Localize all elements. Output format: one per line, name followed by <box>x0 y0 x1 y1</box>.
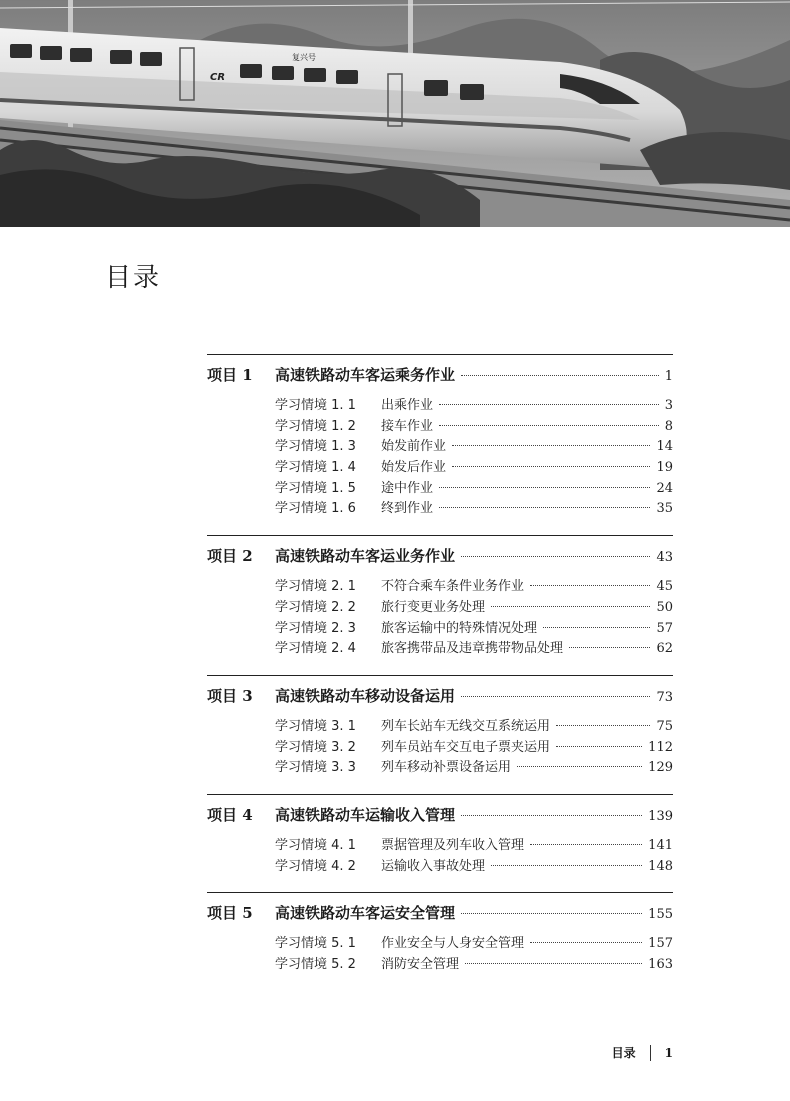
toc-situation-entry[interactable] <box>275 756 673 777</box>
situation-number: 学习情境 2. 2 <box>275 599 356 615</box>
situation-title: 不符合乘车条件业务作业 <box>381 579 525 595</box>
toc-situation-entry[interactable] <box>275 415 673 436</box>
situation-list <box>207 715 673 777</box>
situation-title: 途中作业 <box>381 480 434 496</box>
project-title: 高速铁路动车客运业务作业 <box>275 547 456 566</box>
situation-number: 学习情境 1. 2 <box>275 418 356 434</box>
dot-leader <box>439 425 659 426</box>
toc-situation-entry[interactable] <box>275 715 673 736</box>
project-number: 项目 5 <box>207 904 253 923</box>
situation-number: 学习情境 2. 1 <box>275 579 356 595</box>
situation-title: 票据管理及列车收入管理 <box>381 837 525 853</box>
toc-situation-entry[interactable] <box>275 617 673 638</box>
situation-page: 19 <box>656 460 673 476</box>
project-page: 1 <box>664 369 673 384</box>
toc-project <box>207 354 673 518</box>
toc-situation-entry[interactable] <box>275 575 673 596</box>
dot-leader <box>556 746 642 747</box>
situation-page: 62 <box>656 641 673 657</box>
dot-leader <box>491 606 650 607</box>
situation-number: 学习情境 1. 5 <box>275 480 356 496</box>
situation-title: 列车移动补票设备运用 <box>381 760 512 776</box>
train-photo <box>0 0 790 227</box>
toc-situation-entry[interactable] <box>275 736 673 757</box>
situation-number: 学习情境 3. 3 <box>275 760 356 776</box>
dot-leader <box>517 766 642 767</box>
situation-number: 学习情境 2. 4 <box>275 641 356 657</box>
situation-number: 学习情境 5. 2 <box>275 957 356 972</box>
header-banner-photo <box>0 0 790 227</box>
dot-leader <box>543 627 650 628</box>
toc-project-entry[interactable] <box>207 685 673 711</box>
dot-leader <box>569 647 650 648</box>
project-number: 项目 4 <box>207 805 253 824</box>
project-page: 139 <box>648 808 673 824</box>
dot-leader <box>530 942 642 943</box>
dot-leader <box>461 913 642 914</box>
project-page: 43 <box>656 550 673 566</box>
toc-project <box>207 535 673 658</box>
train-nameplate: 复兴号 <box>292 53 316 62</box>
dot-leader <box>461 815 642 816</box>
situation-page: 148 <box>648 858 673 874</box>
situation-number: 学习情境 4. 1 <box>275 837 356 853</box>
dot-leader <box>530 585 650 586</box>
situation-number: 学习情境 1. 4 <box>275 460 356 476</box>
dot-leader <box>439 507 650 508</box>
toc-project <box>207 675 673 777</box>
dot-leader <box>461 556 650 557</box>
situation-title: 旅客运输中的特殊情况处理 <box>381 620 538 636</box>
situation-list <box>207 575 673 658</box>
situation-page: 50 <box>656 599 673 615</box>
situation-page: 157 <box>648 936 673 952</box>
situation-page: 8 <box>664 418 673 434</box>
situation-page: 45 <box>656 579 673 595</box>
footer-divider <box>650 1045 651 1061</box>
toc-project-entry[interactable] <box>207 902 673 928</box>
situation-page: 35 <box>656 501 673 517</box>
situation-list <box>207 834 673 875</box>
situation-list <box>207 394 673 518</box>
page-footer <box>612 1044 673 1061</box>
train-logo: CR <box>210 72 226 83</box>
situation-title: 始发前作业 <box>381 439 447 455</box>
situation-page: 75 <box>656 718 673 734</box>
project-number: 项目 1 <box>207 366 253 384</box>
situation-number: 学习情境 5. 1 <box>275 936 356 952</box>
situation-title: 旅行变更业务处理 <box>381 599 486 615</box>
situation-list <box>207 932 673 973</box>
toc-situation-entry[interactable] <box>275 855 673 876</box>
dot-leader <box>530 844 642 845</box>
page-number: 1 <box>664 1045 673 1060</box>
project-page: 155 <box>648 907 673 923</box>
page-title: 目录 <box>105 263 162 293</box>
situation-page: 14 <box>656 439 673 455</box>
toc-project <box>207 794 673 875</box>
situation-number: 学习情境 1. 1 <box>275 398 356 413</box>
dot-leader <box>556 725 650 726</box>
toc-situation-entry[interactable] <box>275 834 673 855</box>
dot-leader <box>452 466 650 467</box>
dot-leader <box>461 696 650 697</box>
situation-title: 终到作业 <box>381 501 434 517</box>
toc-project-entry[interactable] <box>207 804 673 830</box>
situation-number: 学习情境 2. 3 <box>275 620 356 636</box>
project-number: 项目 2 <box>207 547 253 566</box>
situation-page: 163 <box>648 957 673 972</box>
situation-number: 学习情境 4. 2 <box>275 858 356 874</box>
situation-title: 运输收入事故处理 <box>381 858 486 874</box>
toc-situation-entry[interactable] <box>275 394 673 415</box>
table-of-contents <box>207 354 673 991</box>
situation-number: 学习情境 3. 1 <box>275 718 356 734</box>
dot-leader <box>465 963 642 964</box>
project-title: 高速铁路动车运输收入管理 <box>275 805 456 824</box>
situation-title: 出乘作业 <box>381 398 434 413</box>
situation-title: 旅客携带品及违章携带物品处理 <box>381 641 564 657</box>
toc-project-entry[interactable] <box>207 364 673 390</box>
project-title: 高速铁路动车客运安全管理 <box>275 904 456 923</box>
toc-situation-entry[interactable] <box>275 932 673 953</box>
situation-page: 3 <box>664 398 673 413</box>
situation-page: 112 <box>648 739 673 755</box>
situation-title: 列车员站车交互电子票夹运用 <box>381 739 551 755</box>
toc-situation-entry[interactable] <box>275 637 673 658</box>
project-number: 项目 3 <box>207 686 253 705</box>
toc-situation-entry[interactable] <box>275 477 673 498</box>
situation-page: 129 <box>648 760 673 776</box>
project-page: 73 <box>656 689 673 705</box>
dot-leader <box>439 487 650 488</box>
footer-label: 目录 <box>611 1046 636 1060</box>
project-title: 高速铁路动车客运乘务作业 <box>275 366 456 384</box>
situation-page: 57 <box>656 620 673 636</box>
situation-title: 作业安全与人身安全管理 <box>381 936 525 952</box>
situation-title: 接车作业 <box>381 418 434 434</box>
situation-title: 消防安全管理 <box>381 957 460 972</box>
situation-title: 列车长站车无线交互系统运用 <box>381 718 551 734</box>
toc-project <box>207 892 673 973</box>
situation-title: 始发后作业 <box>381 460 447 476</box>
situation-page: 24 <box>656 480 673 496</box>
toc-project-entry[interactable] <box>207 545 673 571</box>
dot-leader <box>461 375 659 376</box>
situation-page: 141 <box>648 837 673 853</box>
toc-situation-entry[interactable] <box>275 456 673 477</box>
toc-situation-entry[interactable] <box>275 596 673 617</box>
situation-number: 学习情境 3. 2 <box>275 739 356 755</box>
dot-leader <box>491 865 642 866</box>
toc-situation-entry[interactable] <box>275 497 673 518</box>
toc-situation-entry[interactable] <box>275 953 673 974</box>
dot-leader <box>439 404 659 405</box>
project-title: 高速铁路动车移动设备运用 <box>275 686 456 705</box>
dot-leader <box>452 445 650 446</box>
situation-number: 学习情境 1. 3 <box>275 439 356 455</box>
toc-situation-entry[interactable] <box>275 435 673 456</box>
situation-number: 学习情境 1. 6 <box>275 501 356 517</box>
